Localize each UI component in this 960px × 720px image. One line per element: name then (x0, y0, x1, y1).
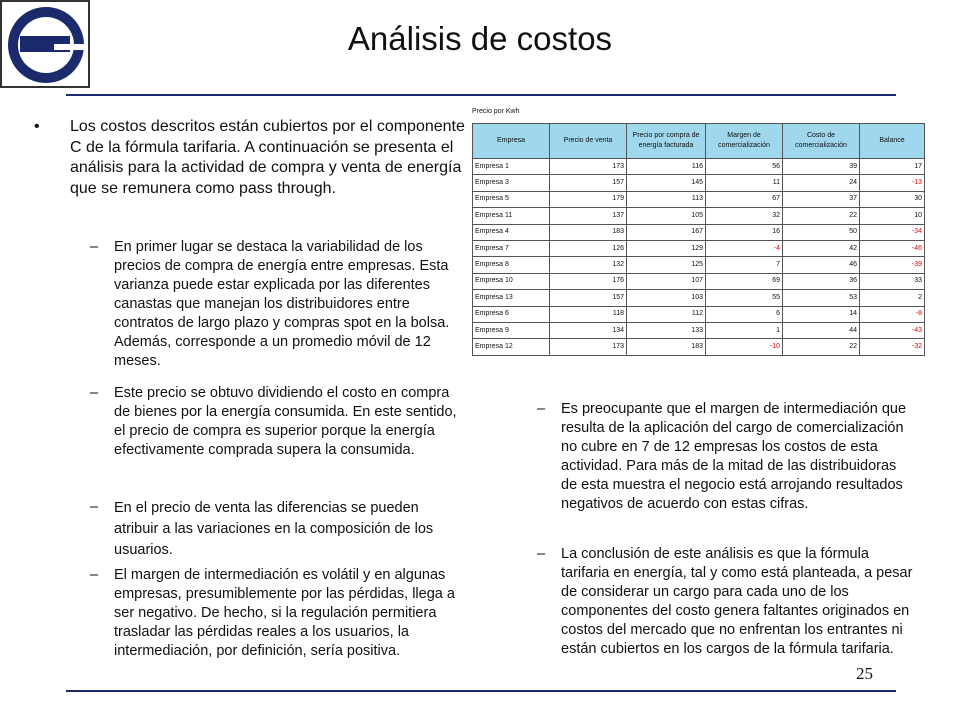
main-bullet-text: Los costos descritos están cubiertos por el componente C de la fórmula tarifaria. A continuación se presenta el análisis para la actividad de compra y venta de energía que se remunera como pass through. (70, 118, 465, 197)
value-cell: -8 (860, 306, 925, 322)
column-header: Margen de comercialización (706, 124, 783, 159)
value-cell: 30 (860, 191, 925, 207)
table-row (473, 290, 925, 306)
table-row (473, 322, 925, 338)
value-cell: 176 (550, 273, 627, 289)
dash-glyph: – (90, 567, 99, 583)
value-cell: 137 (550, 208, 627, 224)
company-cell: Empresa 11 (473, 208, 550, 224)
company-cell: Empresa 10 (473, 273, 550, 289)
column-header: Balance (860, 124, 925, 159)
right-subbullet-text: Es preocupante que el margen de intermediación que resulta de la aplicación del cargo de comercialización no cubre en 7 de 12 empresas los costos de esta actividad. Para más de la mitad de las distribuidoras de esta muestra el negocio está arrojando resultados negativos de acuerdo con estas cifras. (561, 401, 907, 512)
value-cell: 134 (550, 322, 627, 338)
value-cell: 157 (550, 290, 627, 306)
value-cell: 2 (860, 290, 925, 306)
value-cell: 44 (783, 322, 860, 338)
column-header: Empresa (473, 124, 550, 159)
value-cell: 6 (706, 306, 783, 322)
left-subbullet-text: Este precio se obtuvo dividiendo el costo en compra de bienes por la energía consumida. En este sentido, el precio de compra es superior porque la energía efectivamente comprada supera la consumida. (114, 385, 457, 458)
value-cell: 133 (627, 322, 706, 338)
value-cell: 24 (783, 175, 860, 191)
left-subbullet-text: En primer lugar se destaca la variabilidad de los precios de compra de energía entre empresas. Esta varianza puede estar explicada por las diferentes canastas que manejan los distribuidores entre contratos de largo plazo y compras spot en la bolsa. Además, corresponde a un promedio móvil de 12 meses. (114, 239, 450, 369)
value-cell: 14 (783, 306, 860, 322)
value-cell: -39 (860, 257, 925, 273)
left-subbullet-text: El margen de intermediación es volátil y en algunas empresas, presumiblemente por las pérdidas, llega a ser negativo. De hecho, si la regulación permitiera trasladar las pérdidas reales a los usuarios, la intermediación, por definición, sería positiva. (114, 567, 455, 659)
value-cell: -46 (860, 240, 925, 256)
value-cell: -13 (860, 175, 925, 191)
value-cell: 11 (706, 175, 783, 191)
value-cell: 50 (783, 224, 860, 240)
value-cell: 7 (706, 257, 783, 273)
price-table (472, 123, 925, 356)
right-subbullet-text: La conclusión de este análisis es que la fórmula tarifaria en energía, tal y como está planteada, a pesar de considerar un cargo para cada uno de los componentes del costo genera faltantes originados en costos del mercado que no enfrentan los entrantes ni están cubiertos en los cargos de la fórmula tarifaria. (561, 546, 913, 657)
value-cell: -4 (706, 240, 783, 256)
value-cell: 36 (783, 273, 860, 289)
left-subbullet-text: En el precio de venta las diferencias se pueden atribuir a las variaciones en la composición de los usuarios. (114, 500, 434, 558)
company-cell: Empresa 1 (473, 159, 550, 175)
value-cell: 1 (706, 322, 783, 338)
value-cell: 22 (783, 208, 860, 224)
value-cell: 126 (550, 240, 627, 256)
company-cell: Empresa 9 (473, 322, 550, 338)
table-header-row (473, 124, 925, 159)
slide-title: Análisis de costos (347, 20, 613, 57)
value-cell: 55 (706, 290, 783, 306)
bullet-glyph: • (34, 118, 40, 135)
table-row (473, 159, 925, 175)
dash-glyph: – (537, 546, 546, 562)
value-cell: 17 (860, 159, 925, 175)
value-cell: 22 (783, 339, 860, 355)
value-cell: 157 (550, 175, 627, 191)
value-cell: 56 (706, 159, 783, 175)
dash-glyph: – (537, 401, 546, 417)
company-cell: Empresa 4 (473, 224, 550, 240)
top-divider (66, 94, 896, 96)
value-cell: 118 (550, 306, 627, 322)
value-cell: 67 (706, 191, 783, 207)
value-cell: 33 (860, 273, 925, 289)
table-row (473, 224, 925, 240)
table-row (473, 191, 925, 207)
table-row (473, 208, 925, 224)
value-cell: 179 (550, 191, 627, 207)
value-cell: 46 (783, 257, 860, 273)
table-row (473, 240, 925, 256)
value-cell: 145 (627, 175, 706, 191)
table-row (473, 273, 925, 289)
column-header: Precio por compra de energía facturada (627, 124, 706, 159)
value-cell: 125 (627, 257, 706, 273)
company-cell: Empresa 5 (473, 191, 550, 207)
value-cell: 183 (550, 224, 627, 240)
dash-glyph: – (90, 385, 99, 401)
value-cell: 32 (706, 208, 783, 224)
table-row (473, 339, 925, 355)
value-cell: 173 (550, 159, 627, 175)
bottom-divider (66, 690, 896, 692)
value-cell: 107 (627, 273, 706, 289)
value-cell: -34 (860, 224, 925, 240)
value-cell: 103 (627, 290, 706, 306)
company-cell: Empresa 12 (473, 339, 550, 355)
table-caption: Precio por Kwh (472, 108, 520, 115)
value-cell: 16 (706, 224, 783, 240)
value-cell: 69 (706, 273, 783, 289)
value-cell: 53 (783, 290, 860, 306)
value-cell: -43 (860, 322, 925, 338)
value-cell: 113 (627, 191, 706, 207)
value-cell: 173 (550, 339, 627, 355)
table-row (473, 175, 925, 191)
table-row (473, 306, 925, 322)
dash-glyph: – (90, 239, 99, 255)
value-cell: -10 (706, 339, 783, 355)
value-cell: 112 (627, 306, 706, 322)
company-cell: Empresa 6 (473, 306, 550, 322)
value-cell: 39 (783, 159, 860, 175)
company-cell: Empresa 3 (473, 175, 550, 191)
value-cell: 132 (550, 257, 627, 273)
value-cell: 42 (783, 240, 860, 256)
value-cell: 105 (627, 208, 706, 224)
page-number: 25 (856, 664, 873, 683)
value-cell: 167 (627, 224, 706, 240)
table-row (473, 257, 925, 273)
value-cell: 129 (627, 240, 706, 256)
value-cell: 116 (627, 159, 706, 175)
column-header: Costo de comercialización (783, 124, 860, 159)
table-body (473, 159, 925, 356)
value-cell: 10 (860, 208, 925, 224)
value-cell: -32 (860, 339, 925, 355)
value-cell: 183 (627, 339, 706, 355)
company-cell: Empresa 7 (473, 240, 550, 256)
value-cell: 37 (783, 191, 860, 207)
company-cell: Empresa 13 (473, 290, 550, 306)
company-cell: Empresa 8 (473, 257, 550, 273)
column-header: Precio de venta (550, 124, 627, 159)
dash-glyph: – (90, 499, 99, 515)
